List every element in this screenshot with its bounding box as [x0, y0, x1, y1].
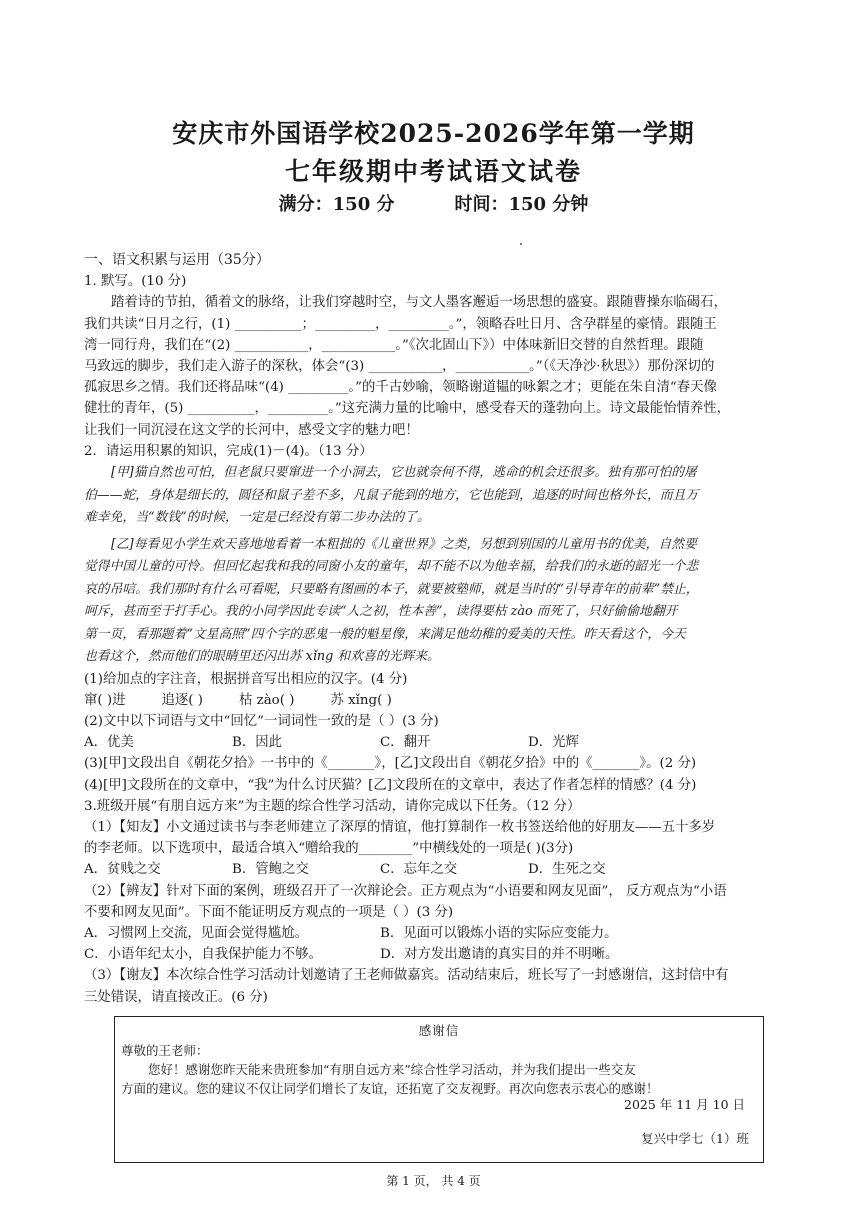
- option: D．对方发出邀请的真实目的并不明晰。: [380, 947, 619, 963]
- passage-line: 哀的吊唁。我们那时有什么可看呢，只要略有图画的本子，就要被塾师，就是当时的“引导青年的前辈”禁止，: [84, 581, 699, 597]
- thank-you-letter-box: [114, 1016, 764, 1163]
- q3-sub1-options: [84, 859, 784, 880]
- exam-meta: [0, 190, 867, 216]
- option: A．优美: [84, 735, 134, 751]
- option: B．见面可以锻炼小语的实际应变能力。: [380, 925, 618, 941]
- q1-line: 马致远的脚步，我们走入游子的深秋，体会“(3) ___________，___________。”（《天净沙·秋思》）那份深切的: [84, 359, 715, 375]
- q3-label: 3.班级开展“有朋自远方来”为主题的综合性学习活动，请你完成以下任务。（12 分）: [84, 798, 581, 814]
- letter-body: [121, 1041, 757, 1098]
- passage-line: 难幸免，当“数钱”的时候，一定是已经没有第二步办法的了。: [84, 510, 430, 526]
- full-score: 满分：150 分: [278, 194, 395, 215]
- option: C．小语年纪太小，自我保护能力不够。: [84, 947, 322, 963]
- passage-line: [乙]每看见小学生欢天喜地地看着一本粗拙的《儿童世界》之类，另想到别国的儿童用书的优美，自然要: [111, 536, 697, 552]
- q3-sub3-line: 三处错误，请直接改正。(6 分): [84, 989, 268, 1005]
- passage-line: 也看这个，然而他们的眼睛里还闪出苏 xǐng 和欢喜的光辉来。: [84, 649, 440, 665]
- passage-b: [84, 534, 784, 669]
- q2-label: 2．请运用积累的知识，完成(1)－(4)。（13 分）: [84, 443, 373, 459]
- passage-line: 呵斥，甚而至于打手心。我的小同学因此专读“人之初，性本善”，读得要枯 zào 而死了，只好偷偷地翻开: [84, 604, 678, 620]
- passage-a: [84, 462, 784, 530]
- exam-title-line1: 安庆市外国语学校2025-2026学年第一学期: [172, 119, 695, 148]
- option: D．光辉: [528, 735, 579, 751]
- pinyin-item: 窜( )进: [84, 692, 126, 708]
- q1-line: 踏着诗的节拍，循着文的脉络，让我们穿越时空，与文人墨客邂逅一场思想的盛宴。跟随曹操东临碣石，: [111, 295, 727, 311]
- q1-line: 让我们一同沉浸在这文学的长河中，感受文字的魅力吧！: [84, 422, 419, 438]
- section-heading: 一、语文积累与运用（35分）: [84, 252, 270, 268]
- q2-sub1-label: (1)给加点的字注音，根据拼音写出相应的汉字。(4 分): [84, 671, 408, 687]
- option: D．生死之交: [528, 862, 606, 878]
- q3-sub3-line: （3）【谢友】本次综合性学习活动计划邀请了王老师做嘉宾。活动结束后，班长写了一封感谢信，这封信中有: [84, 968, 729, 984]
- pinyin-items: [84, 690, 784, 711]
- exam-title-line2: 七年级期中考试语文试卷: [284, 157, 582, 186]
- passage-line: [甲]猫自然也可怕，但老鼠只要窜进一个小洞去，它也就奈何不得，逃命的机会还很多。独有那可怕的屠: [111, 465, 697, 481]
- q3-sub2-line: （2）【辨友】针对下面的案例，班级召开了一次辩论会。正方观点为“小语要和网友见面”， 反方观点为“小语: [84, 883, 727, 899]
- q1-line: 我们共读“日月之行，(1) __________；_________，_________。”，领略吞吐日月、含孕群星的豪情。跟随王: [84, 316, 717, 332]
- option: C．翻开: [380, 735, 431, 751]
- q3-sub2-line: 不要和网友见面”。下面不能证明反方观点的一项是（ ）(3 分): [84, 904, 454, 920]
- passage-line: 伯——蛇，身体是细长的，圆径和鼠子差不多，凡鼠子能到的地方，它也能到，追逐的时间也格外长，而且万: [84, 487, 699, 503]
- q2-sub4-label: (4)[甲]文段所在的文章中，“我”为什么讨厌猫？[乙]文段所在的文章中，表达了作者怎样的情感？(4 分): [84, 777, 697, 793]
- letter-line: 方面的建议。您的建议不仅让同学们增长了友谊，还拓宽了交友视野。再次向您表示衷心的感谢！: [121, 1081, 659, 1096]
- letter-salutation: 尊敬的王老师：: [121, 1043, 209, 1058]
- q2-sub3-label: (3)[甲]文段出自《朝花夕拾》一书中的《_______》，[乙]文段出自《朝花夕拾》中的《_______》。(2 分): [84, 756, 697, 772]
- q3-sub1-line: 的李老师。以下选项中，最适合填入“赠给我的________”中横线处的一项是( )(3分): [84, 841, 574, 857]
- passage-line: 第一页，看那题着“文星高照”四个字的恶鬼一般的魁星像，来满足他幼稚的爱美的天性。昨天看这个，今天: [84, 626, 686, 642]
- pinyin-item: 苏 xǐng( ): [330, 692, 392, 708]
- exam-time: 时间：150 分钟: [454, 194, 589, 215]
- option: A．习惯网上交流，见面会觉得尴尬。: [84, 925, 308, 941]
- q1-label: 1. 默写。(10 分): [84, 274, 187, 290]
- letter-line: 您好！感谢您昨天能来贵班参加“有朋自远方来”综合性学习活动，并为我们提出一些交友: [148, 1062, 636, 1077]
- q2-sub2-options: [84, 732, 784, 753]
- q3-sub1-line: （1）【知友】小文通过读书与李老师建立了深厚的情谊，他打算制作一枚书签送给他的好朋友——五十多岁: [84, 819, 716, 835]
- q1-line: 健壮的青年，(5) __________，_________。”这充满力量的比喻中，感受春天的蓬勃向上。诗文最能怡情养性，: [84, 401, 731, 417]
- letter-signature: 复兴中学七（1）班: [641, 1131, 749, 1146]
- letter-date: 2025 年 11 月 10 日: [624, 1097, 745, 1112]
- q3-sub2-options: [84, 923, 784, 944]
- q2-sub2-label: (2)文中以下词语与文中“回忆”一词词性一致的是（ ）(3 分): [84, 713, 439, 729]
- pinyin-item: 枯 zào( ): [239, 692, 295, 708]
- page-footer: 第 1 页， 共 4 页: [386, 1174, 481, 1188]
- q1-line: 湾一同行舟，我们在“(2) ___________，___________。”《次北固山下》）中体味新旧交替的自然哲理。跟随: [84, 337, 704, 353]
- option: A．贫贱之交: [84, 862, 161, 878]
- scan-speck: [520, 243, 522, 245]
- letter-title: 感谢信: [418, 1023, 460, 1038]
- q1-line: 孤寂思乡之情。我们还将品味“(4) _________。”的千古妙喻，领略谢道韫的咏絮之才；更能在朱自清“春天像: [84, 380, 717, 396]
- passage-line: 觉得中国儿童的可怜。但回忆起我和我的同窗小友的童年，却不能不以为他幸福，给我们的永逝的韶光一个悲: [84, 559, 699, 575]
- option: B．管鲍之交: [232, 862, 309, 878]
- section-1: [84, 250, 784, 1008]
- pinyin-item: 追逐( ): [161, 692, 203, 708]
- option: C．忘年之交: [380, 862, 458, 878]
- option: B．因此: [232, 735, 283, 751]
- q3-sub2-options: [84, 944, 784, 965]
